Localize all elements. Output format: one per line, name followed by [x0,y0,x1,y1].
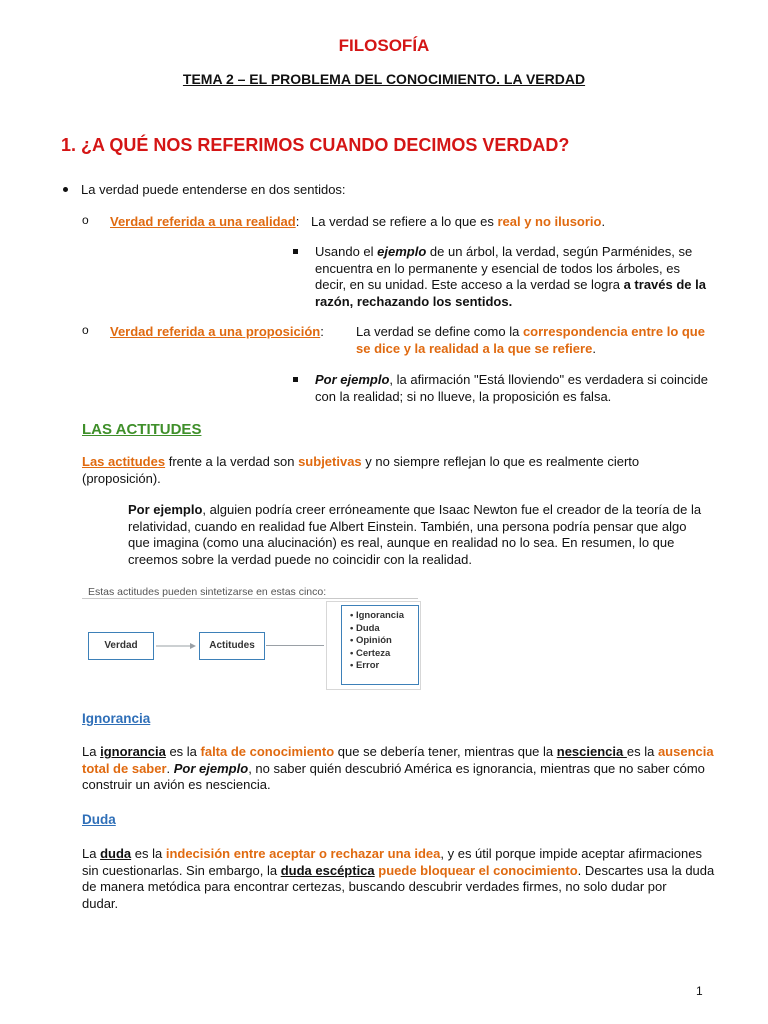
section-heading [61,135,569,156]
ignorancia-heading: Ignorancia [82,711,151,726]
connector-line [266,645,324,646]
square-bullet-icon [293,249,298,254]
attitudes-heading: LAS ACTITUDES [82,421,202,438]
sense1-definition: La verdad se refiere a lo que es real y no ilusorio. [311,214,606,229]
duda-paragraph: La duda es la indecisión entre aceptar o rechazar una idea, y es útil porque impide aceptar afirmaciones sin cuestionarlas. Sin embargo, la duda escéptica puede bloquear el conocimiento. Descartes usa la duda de manera metódica para encontrar certezas, buscando descubrir verdades firmes, no solo dudar por dudar. [82,846,715,911]
section-number: 1. [61,135,77,155]
diagram-divider [82,598,418,599]
intro-text: La verdad puede entenderse en dos sentidos: [81,182,346,197]
sense2-example: Por ejemplo, la afirmación "Está lloviendo" es verdadera si coincide con la realidad; si no llueve, la proposición es falsa. [315,372,708,404]
sense2-label: Verdad referida a una proposición: [110,324,324,339]
sense2-definition: La verdad se define como la correspondencia entre lo que se dice y la realidad a la que se refiere. [356,324,705,356]
topic-title [0,71,768,87]
duda-heading: Duda [82,812,116,827]
subject-title: FILOSOFÍA [338,36,430,55]
list-item: • Ignorancia [350,610,405,621]
topic-text: TEMA 2 – EL PROBLEMA DEL CONOCIMIENTO. LA VERDAD [182,71,586,87]
list-item: • Opinión [350,635,392,647]
square-bullet-icon [293,377,298,382]
attitudes-list-box [341,605,419,685]
section-title: ¿A QUÉ NOS REFERIMOS CUANDO DECIMOS VERDAD? [81,135,570,155]
attitudes-example: Por ejemplo, alguien podría creer erróneamente que Isaac Newton fue el creador de la teoría de la relatividad, cuando en realidad fue Albert Einstein. También, una persona podría pensar que algo que imagina (como una alucinación) es real, aunque en realidad no lo sea. En resumen, lo que creemos sobre la verdad puede no coincidir con la realidad. [128,502,702,567]
attitudes-paragraph: Las actitudes frente a la verdad son subjetivas y no siempre reflejan lo que es realmente cierto (proposición). [82,454,640,486]
circle-bullet-icon: o [82,213,89,227]
ignorancia-paragraph: La ignorancia es la falta de conocimiento que se debería tener, mientras que la nesciencia es la ausencia total de saber. Por ejemplo, no saber quién descubrió América es ignorancia, mientras que no saber cómo construir un avión es nesciencia. [82,744,714,792]
list-item: • Error [350,660,380,672]
verdad-box: Verdad [88,632,154,660]
bullet-icon [63,187,68,192]
sense1-label: Verdad referida a una realidad: [110,214,300,229]
list-item: • Certeza [350,647,391,659]
arrow-icon [154,640,200,652]
page-number: 1 [696,984,703,998]
diagram-caption: Estas actitudes pueden sintetizarse en estas cinco: [88,586,327,598]
sense1-example: Usando el ejemplo de un árbol, la verdad, según Parménides, se encuentra en lo permanente y esencial de todos los árboles, es decir, en su unidad. Este acceso a la verdad se logra a través de la razón, rechazando los sentidos. [315,244,706,309]
circle-bullet-icon: o [82,323,89,337]
list-item: • Duda [350,622,380,634]
actitudes-box: Actitudes [199,632,265,660]
